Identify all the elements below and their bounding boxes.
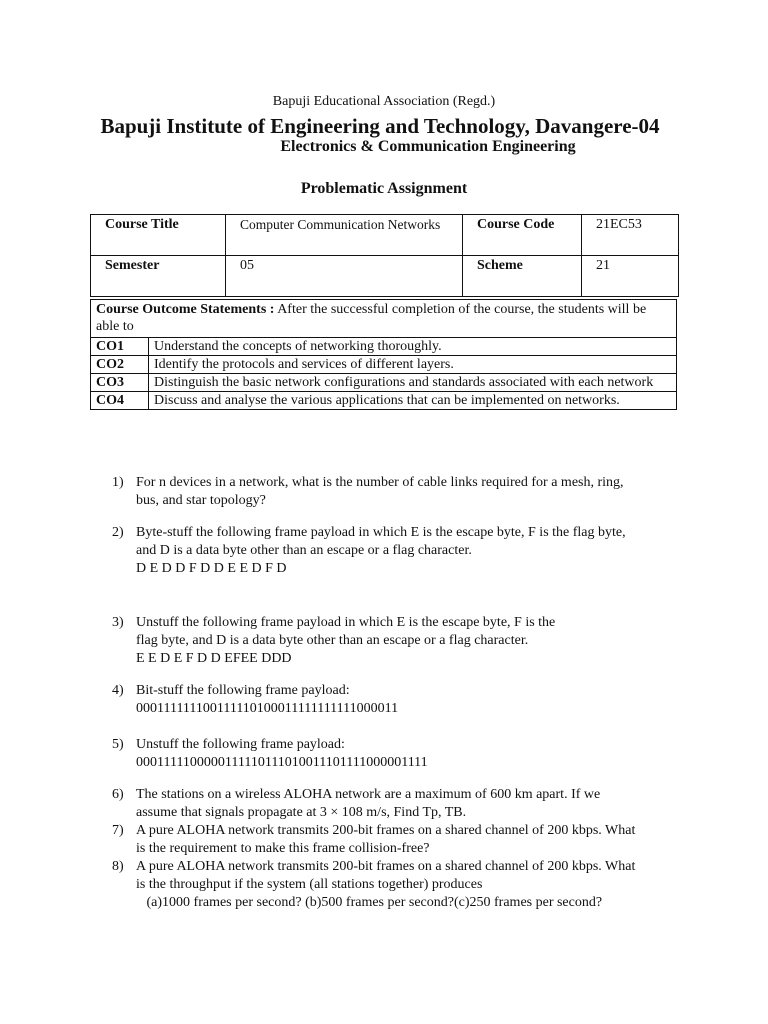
course-info-table — [90, 214, 679, 297]
outcome-text: Understand the concepts of networking thoroughly. — [149, 338, 677, 356]
question-number: 5) — [112, 737, 124, 752]
question-item — [112, 858, 672, 912]
question-item — [112, 786, 672, 822]
outcome-row — [91, 374, 677, 392]
question-line: bus, and star topology? — [136, 493, 266, 508]
question-line: D E D D F D D E E D F D — [136, 561, 287, 576]
question-number: 6) — [112, 787, 124, 802]
question-number: 1) — [112, 475, 124, 490]
course-title-label: Course Title — [91, 215, 226, 256]
question-number: 8) — [112, 859, 124, 874]
question-line: A pure ALOHA network transmits 200-bit frames on a shared channel of 200 kbps. What — [136, 859, 636, 874]
question-number: 4) — [112, 683, 124, 698]
question-line: Unstuff the following frame payload: — [136, 737, 345, 752]
question-line: E E D E F D D EFEE DDD — [136, 651, 292, 666]
outcome-code: CO2 — [91, 356, 149, 374]
question-line: A pure ALOHA network transmits 200-bit frames on a shared channel of 200 kbps. What — [136, 823, 636, 838]
question-line: Unstuff the following frame payload in which E is the escape byte, F is the — [136, 615, 556, 630]
question-line: assume that signals propagate at 3 × 108 m/s, Find Tp, TB. — [136, 805, 467, 820]
question-number: 3) — [112, 615, 124, 630]
outcomes-heading-text: After the successful completion of the course, the students will be able to — [96, 302, 647, 334]
outcome-row — [91, 356, 677, 374]
question-line: For n devices in a network, what is the number of cable links required for a mesh, ring, — [136, 475, 624, 490]
question-number: 7) — [112, 823, 124, 838]
question-line: Byte-stuff the following frame payload in which E is the escape byte, F is the flag byte, — [136, 525, 626, 540]
question-line: is the throughput if the system (all stations together) produces — [136, 877, 483, 892]
course-outcomes-table — [90, 299, 677, 410]
course-title-value: Computer Communication Networks — [226, 215, 463, 256]
question-item — [112, 822, 672, 858]
question-line: 0001111100000111110111010011101111000001111 — [136, 755, 428, 770]
outcome-row — [91, 338, 677, 356]
outcome-row — [91, 392, 677, 410]
outcome-text: Distinguish the basic network configurations and standards associated with each network — [149, 374, 677, 392]
question-item — [112, 736, 672, 772]
outcome-code: CO3 — [91, 374, 149, 392]
department-name: Electronics & Communication Engineering — [280, 138, 576, 155]
scheme-label: Scheme — [463, 256, 582, 297]
question-line: (a)1000 frames per second? (b)500 frames per second?(c)250 frames per second? — [136, 895, 603, 910]
course-code-label: Course Code — [463, 215, 582, 256]
question-item — [112, 474, 672, 510]
association-name: Bapuji Educational Association (Regd.) — [272, 94, 496, 109]
question-line: is the requirement to make this frame collision-free? — [136, 841, 430, 856]
institute-name: Bapuji Institute of Engineering and Technology, Davangere-04 — [100, 114, 660, 138]
outcomes-heading — [91, 300, 677, 338]
question-line: flag byte, and D is a data byte other than an escape or a flag character. — [136, 633, 529, 648]
outcomes-heading-bold: Course Outcome Statements : — [96, 302, 275, 317]
question-line: Bit-stuff the following frame payload: — [136, 683, 350, 698]
question-line: and D is a data byte other than an escape or a flag character. — [136, 543, 472, 558]
question-item — [112, 682, 672, 718]
outcome-code: CO4 — [91, 392, 149, 410]
semester-label: Semester — [91, 256, 226, 297]
course-code-value: 21EC53 — [582, 215, 679, 256]
question-item — [112, 614, 672, 668]
outcome-text: Discuss and analyse the various applications that can be implemented on networks. — [149, 392, 677, 410]
scheme-value: 21 — [582, 256, 679, 297]
document-title: Problematic Assignment — [300, 180, 468, 197]
outcome-text: Identify the protocols and services of different layers. — [149, 356, 677, 374]
question-line: 000111111100111110100011111111111000011 — [136, 701, 399, 716]
question-item — [112, 524, 672, 578]
question-line: The stations on a wireless ALOHA network are a maximum of 600 km apart. If we — [136, 787, 601, 802]
question-list — [112, 474, 672, 912]
outcome-code: CO1 — [91, 338, 149, 356]
question-number: 2) — [112, 525, 124, 540]
semester-value: 05 — [226, 256, 463, 297]
